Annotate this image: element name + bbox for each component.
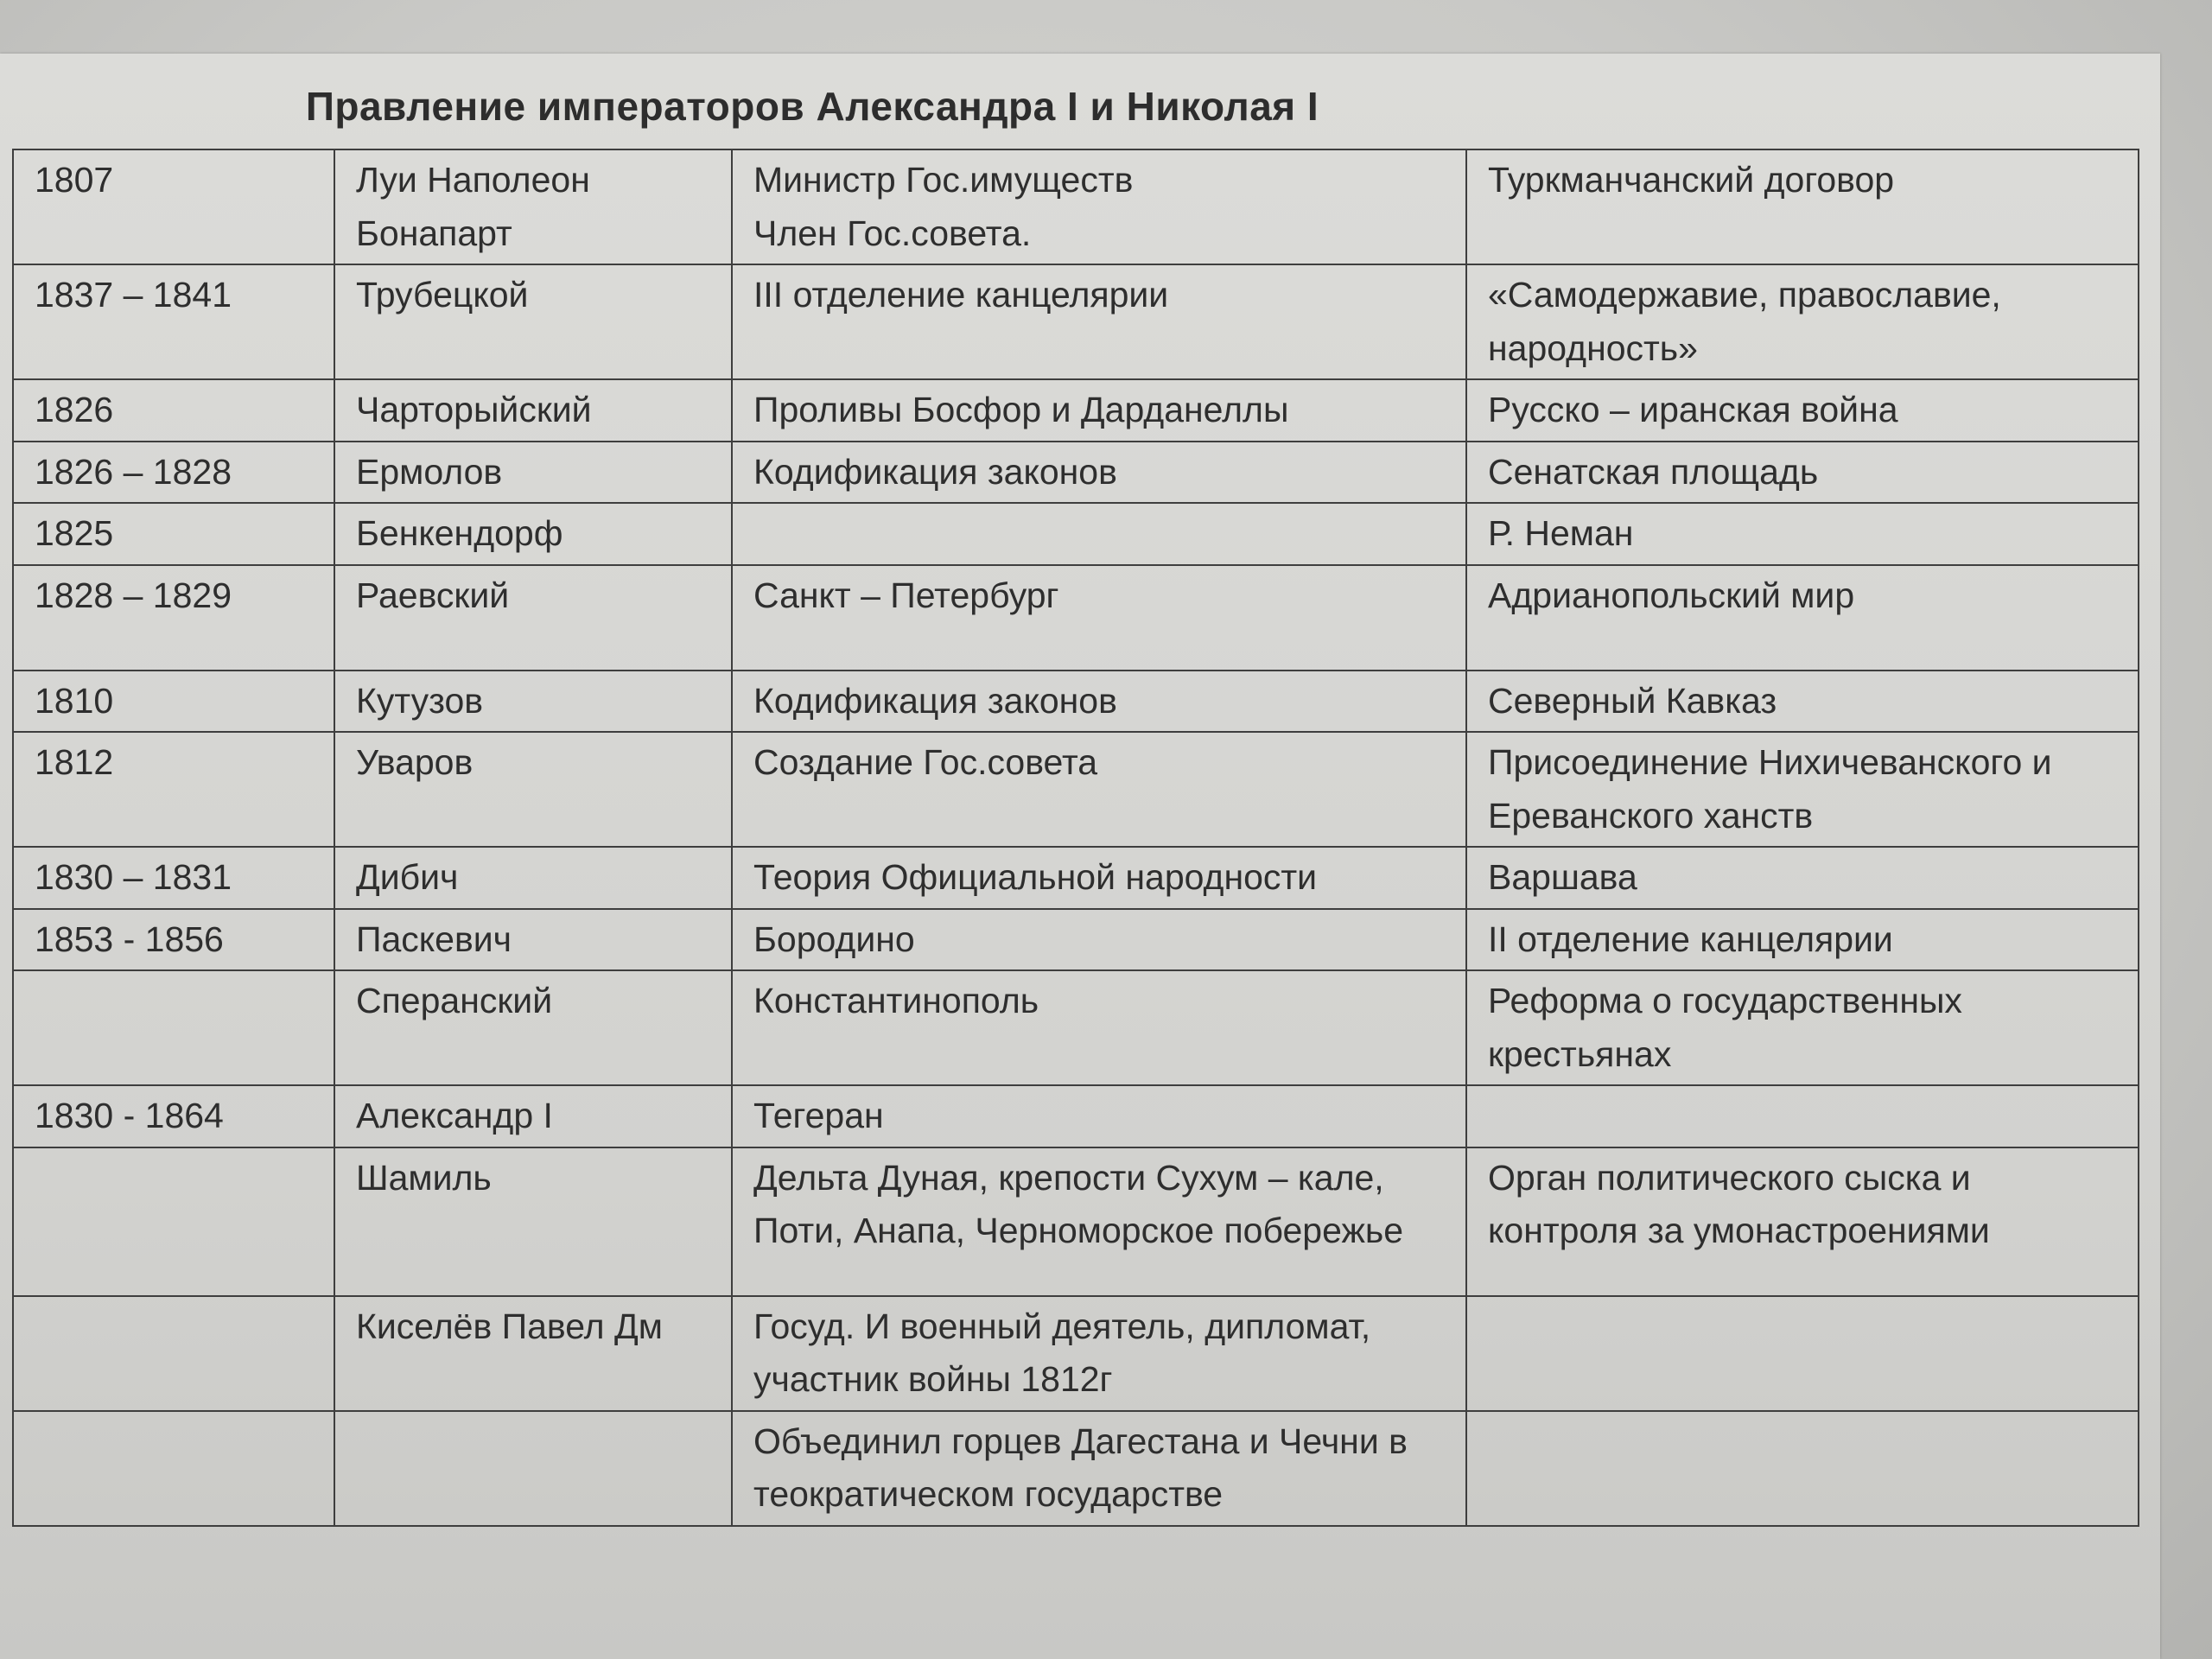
table-row	[13, 1085, 2139, 1147]
event-cell	[1466, 1411, 2139, 1526]
year-cell	[13, 970, 334, 1085]
term-cell: Дельта Дуная, крепости Сухум – кале, Поти, Анапа, Черноморское побережье	[732, 1147, 1466, 1296]
table-row	[13, 909, 2139, 971]
table-row	[13, 503, 2139, 565]
table-row	[13, 1411, 2139, 1526]
year-cell: 1825	[13, 503, 334, 565]
table-row	[13, 970, 2139, 1085]
term-cell: Кодификация законов	[732, 442, 1466, 504]
year-cell: 1826 – 1828	[13, 442, 334, 504]
person-cell: Дибич	[334, 847, 732, 909]
person-cell: Шамиль	[334, 1147, 732, 1296]
person-cell: Трубецкой	[334, 264, 732, 379]
term-cell: Госуд. И военный деятель, дипломат, участник войны 1812г	[732, 1296, 1466, 1411]
table-row	[13, 149, 2139, 264]
event-cell: Орган политического сыска и контроля за умонастроениями	[1466, 1147, 2139, 1296]
term-cell: Министр Гос.имуществ Член Гос.совета.	[732, 149, 1466, 264]
year-cell	[13, 1411, 334, 1526]
person-cell: Киселёв Павел Дм	[334, 1296, 732, 1411]
person-cell: Луи Наполеон Бонапарт	[334, 149, 732, 264]
person-cell: Кутузов	[334, 671, 732, 733]
person-cell: Александр I	[334, 1085, 732, 1147]
table-row	[13, 732, 2139, 847]
term-cell: Кодификация законов	[732, 671, 1466, 733]
term-cell: Тегеран	[732, 1085, 1466, 1147]
event-cell: Сенатская площадь	[1466, 442, 2139, 504]
event-cell	[1466, 1085, 2139, 1147]
person-cell: Бенкендорф	[334, 503, 732, 565]
event-cell	[1466, 1296, 2139, 1411]
table-body	[13, 149, 2139, 1526]
event-cell: Туркманчанский договор	[1466, 149, 2139, 264]
table-row	[13, 847, 2139, 909]
table-row	[13, 565, 2139, 671]
year-cell: 1810	[13, 671, 334, 733]
term-cell: Бородино	[732, 909, 1466, 971]
person-cell: Раевский	[334, 565, 732, 671]
year-cell	[13, 1147, 334, 1296]
person-cell: Уваров	[334, 732, 732, 847]
term-cell: Проливы Босфор и Дарданеллы	[732, 379, 1466, 442]
table-row	[13, 379, 2139, 442]
year-cell: 1837 – 1841	[13, 264, 334, 379]
event-cell: II отделение канцелярии	[1466, 909, 2139, 971]
year-cell: 1807	[13, 149, 334, 264]
person-cell: Ермолов	[334, 442, 732, 504]
table-row	[13, 1296, 2139, 1411]
event-cell: «Самодержавие, православие, народность»	[1466, 264, 2139, 379]
event-cell: Северный Кавказ	[1466, 671, 2139, 733]
history-table	[12, 149, 2139, 1527]
year-cell: 1853 - 1856	[13, 909, 334, 971]
person-cell: Чарторыйский	[334, 379, 732, 442]
year-cell: 1830 – 1831	[13, 847, 334, 909]
event-cell: Адрианопольский мир	[1466, 565, 2139, 671]
term-cell: Объединил горцев Дагестана и Чечни в теократическом государстве	[732, 1411, 1466, 1526]
event-cell: Присоединение Нихичеванского и Ереванского ханств	[1466, 732, 2139, 847]
table-row	[13, 1147, 2139, 1296]
event-cell: Варшава	[1466, 847, 2139, 909]
document-title: Правление императоров Александра I и Николая I	[305, 84, 1319, 129]
term-cell: Константинополь	[732, 970, 1466, 1085]
event-cell: Русско – иранская война	[1466, 379, 2139, 442]
term-cell: Санкт – Петербург	[732, 565, 1466, 671]
event-cell: Р. Неман	[1466, 503, 2139, 565]
table-row	[13, 671, 2139, 733]
person-cell: Паскевич	[334, 909, 732, 971]
term-cell	[732, 503, 1466, 565]
year-cell: 1830 - 1864	[13, 1085, 334, 1147]
table-row	[13, 442, 2139, 504]
event-cell: Реформа о государственных крестьянах	[1466, 970, 2139, 1085]
person-cell	[334, 1411, 732, 1526]
person-cell: Сперанский	[334, 970, 732, 1085]
term-cell: Создание Гос.совета	[732, 732, 1466, 847]
term-cell: III отделение канцелярии	[732, 264, 1466, 379]
year-cell: 1826	[13, 379, 334, 442]
year-cell: 1828 – 1829	[13, 565, 334, 671]
year-cell: 1812	[13, 732, 334, 847]
table-row	[13, 264, 2139, 379]
term-cell: Теория Официальной народности	[732, 847, 1466, 909]
year-cell	[13, 1296, 334, 1411]
